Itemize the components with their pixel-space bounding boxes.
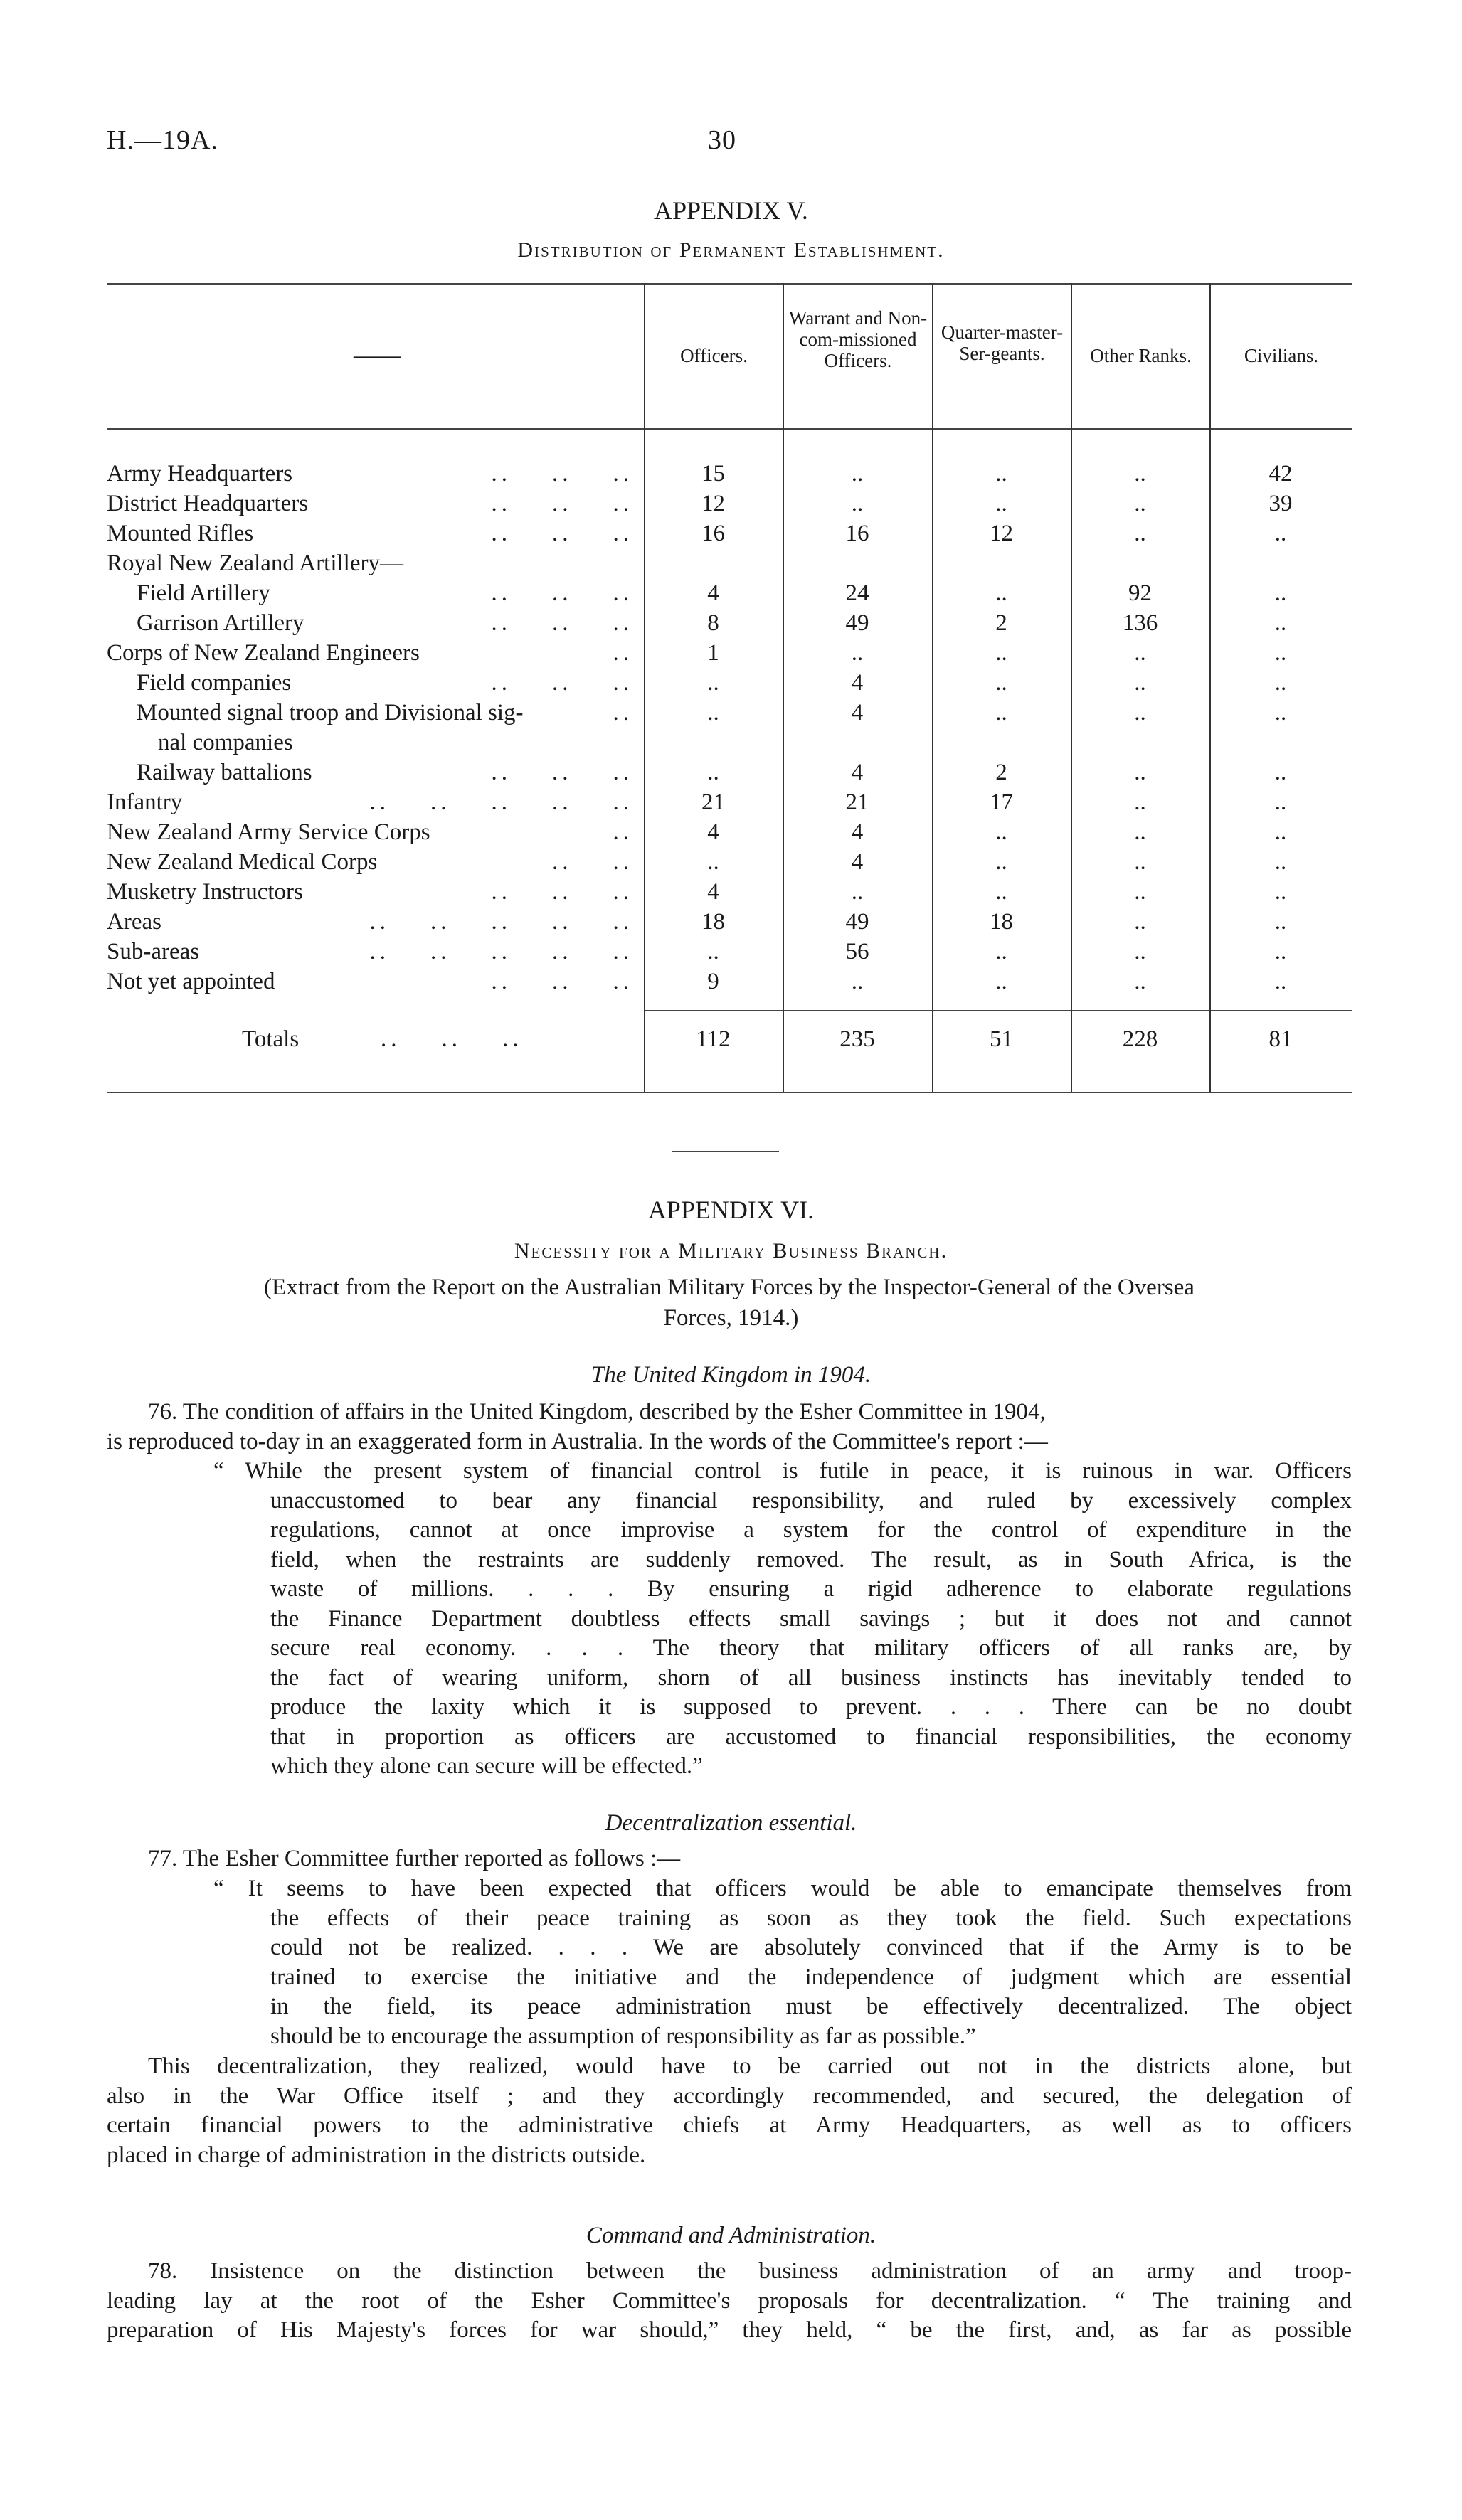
q2-line: trained to exercise the initiative and the independence of judgment which are essential — [270, 1964, 1352, 1990]
cell-qmsgt: .. — [995, 640, 1007, 666]
row-label: Mounted signal troop and Divisional sig- — [137, 700, 524, 725]
appendix-v-title: APPENDIX V. — [654, 196, 808, 225]
q1-line: which they alone can secure will be effected.” — [270, 1753, 703, 1779]
p77after-line: certain financial powers to the administrative chiefs at Army Headquarters, as well as to officers — [107, 2112, 1352, 2138]
row-leader-dots: .. .. .. — [491, 610, 633, 636]
row-leader-dots: .. — [613, 819, 633, 845]
row-label: New Zealand Army Service Corps — [107, 819, 430, 845]
p77after-line: also in the War Office itself ; and they accordingly recommended, and secured, the delegation of — [107, 2083, 1352, 2109]
col-header-officers: Officers. — [680, 345, 748, 366]
row-leader-dots: .. .. .. — [491, 491, 633, 516]
cell-warrant: 4 — [851, 700, 864, 725]
q2-line: the effects of their peace training as soon as they took the field. Such expectations — [270, 1905, 1352, 1931]
cell-other-ranks: .. — [1134, 790, 1146, 815]
cell-officers: 1 — [707, 640, 719, 666]
cell-warrant: 56 — [845, 939, 869, 964]
row-label: Mounted Rifles — [107, 521, 254, 546]
cell-qmsgt: 12 — [990, 521, 1013, 546]
p77after-line: placed in charge of administration in the districts outside. — [107, 2142, 646, 2168]
cell-qmsgt: .. — [995, 580, 1007, 606]
cell-warrant: .. — [851, 640, 864, 666]
cell-other-ranks: .. — [1134, 640, 1146, 666]
col-header-qmsgt: Quarter-master-Ser-geants. — [941, 321, 1064, 364]
cell-warrant: .. — [851, 491, 864, 516]
q1-line: produce the laxity which it is supposed to prevent. . . . There can be no doubt — [270, 1694, 1352, 1720]
extract-note-line1: (Extract from the Report on the Australian Military Forces by the Inspector-General of the Oversea — [264, 1275, 1195, 1300]
p78-line: preparation of His Majesty's forces for war should,” they held, “ be the first, and, as far as possible — [107, 2317, 1352, 2343]
q1-line: that in proportion as officers are accustomed to financial responsibilities, the economy — [270, 1723, 1352, 1750]
cell-civilians: .. — [1274, 521, 1287, 546]
row-label: Royal New Zealand Artillery— — [107, 551, 403, 576]
cell-warrant: 4 — [851, 819, 864, 845]
row-label: Musketry Instructors — [107, 879, 303, 905]
cell-civilians: 39 — [1268, 491, 1293, 516]
cell-warrant: 4 — [851, 760, 864, 785]
q1-line: field, when the restraints are suddenly removed. The result, as in South Africa, is the — [270, 1546, 1352, 1573]
cell-warrant: .. — [851, 879, 864, 905]
para-76-line1: 76. The condition of affairs in the United Kingdom, described by the Esher Committee in 1904, — [148, 1399, 1046, 1425]
cell-qmsgt: .. — [995, 670, 1007, 696]
q1-line: the Finance Department doubtless effects small savings ; but it does not and cannot — [270, 1605, 1352, 1632]
cell-qmsgt: .. — [995, 461, 1007, 487]
row-label: District Headquarters — [107, 491, 309, 516]
cell-officers: 8 — [707, 610, 719, 636]
q2-line: in the field, its peace administration must be effectively decentralized. The object — [270, 1994, 1352, 2019]
cell-officers: 4 — [707, 819, 719, 845]
row-leader-dots: .. .. .. .. .. — [369, 790, 633, 815]
row-leader-dots: .. .. .. — [491, 670, 633, 696]
q1-line: the fact of wearing uniform, shorn of all business instincts has inevitably tended to — [270, 1664, 1352, 1691]
row-label: Field Artillery — [137, 580, 270, 606]
row-label: Field companies — [137, 670, 292, 696]
cell-civilians: .. — [1274, 580, 1287, 606]
appendix-v-subtitle: Distribution of Permanent Establishment. — [517, 238, 945, 262]
cell-warrant: 4 — [851, 670, 864, 696]
cell-other-ranks: .. — [1134, 521, 1146, 546]
cell-officers: .. — [707, 939, 719, 964]
cell-other-ranks: .. — [1134, 819, 1146, 845]
cell-warrant: 21 — [845, 790, 869, 815]
cell-qmsgt: 18 — [990, 909, 1013, 935]
para-77-line1: 77. The Esher Committee further reported as follows :— — [148, 1846, 681, 1871]
row-leader-dots: .. .. .. — [491, 580, 633, 606]
cell-officers: 21 — [701, 790, 725, 815]
row-leader-dots: .. .. — [552, 849, 633, 875]
cell-officers: 16 — [701, 521, 725, 546]
p78-line: leading lay at the root of the Esher Committee's proposals for decentralization. “ The training and — [107, 2287, 1352, 2314]
cell-warrant: 4 — [851, 849, 864, 875]
cell-other-ranks: .. — [1134, 909, 1146, 935]
para-76-line2: is reproduced to-day in an exaggerated form in Australia. In the words of the Committee's report :— — [107, 1429, 1048, 1455]
totals-warrant: 235 — [839, 1026, 875, 1052]
q1-line: secure real economy. . . . The theory that military officers of all ranks are, by — [270, 1635, 1352, 1661]
row-leader-dots: .. — [613, 640, 633, 666]
q2-line: “ It seems to have been expected that officers would be able to emancipate themselves from — [213, 1876, 1352, 1901]
table-top-rule — [107, 283, 1352, 285]
row-leader-dots: .. — [613, 700, 633, 725]
section-heading-decentralization: Decentralization essential. — [605, 1810, 857, 1836]
cell-warrant: .. — [851, 969, 864, 994]
row-label: Not yet appointed — [107, 969, 275, 994]
appendix-vi-title: APPENDIX VI. — [647, 1196, 815, 1224]
cell-other-ranks: .. — [1134, 700, 1146, 725]
totals-officers: 112 — [696, 1026, 731, 1052]
appendix-vi-subtitle: Necessity for a Military Business Branch. — [514, 1239, 948, 1262]
cell-other-ranks: 92 — [1128, 580, 1152, 606]
cell-officers: 15 — [701, 461, 725, 487]
cell-warrant: 49 — [845, 610, 869, 636]
cell-qmsgt: 17 — [990, 790, 1013, 815]
cell-other-ranks: .. — [1134, 670, 1146, 696]
cell-civilians: .. — [1274, 640, 1287, 666]
row-leader-dots: .. .. .. — [491, 879, 633, 905]
q2-line: could not be realized. . . . We are absolutely convinced that if the Army is to be — [270, 1935, 1352, 1960]
q1-line: “ While the present system of financial control is futile in peace, it is ruinous in war. Officers — [213, 1458, 1352, 1484]
cell-warrant: 16 — [845, 521, 869, 546]
cell-other-ranks: .. — [1134, 969, 1146, 994]
row-label: Corps of New Zealand Engineers — [107, 640, 420, 666]
cell-warrant: 49 — [845, 909, 869, 935]
totals-label: Totals — [242, 1026, 300, 1052]
page-number: 30 — [708, 125, 736, 155]
cell-qmsgt: 2 — [995, 610, 1007, 636]
row-label: Sub-areas — [107, 939, 200, 964]
row-leader-dots: .. .. .. .. .. — [369, 909, 633, 935]
cell-qmsgt: .. — [995, 491, 1007, 516]
row-label-continuation: nal companies — [158, 730, 293, 755]
cell-officers: 4 — [707, 879, 719, 905]
establishment-table — [0, 0, 1462, 1138]
cell-other-ranks: 136 — [1122, 610, 1158, 636]
row-label: Areas — [107, 909, 161, 935]
col-header-warrant: Warrant and Non-com-missioned Officers. — [788, 307, 928, 371]
cell-qmsgt: 2 — [995, 760, 1007, 785]
row-leader-dots: .. .. .. — [491, 461, 633, 487]
cell-qmsgt: .. — [995, 849, 1007, 875]
section-separator — [672, 1151, 779, 1152]
cell-other-ranks: .. — [1134, 849, 1146, 875]
row-leader-dots: .. .. .. — [491, 969, 633, 994]
totals-qmsgt: 51 — [990, 1026, 1013, 1052]
cell-officers: 18 — [701, 909, 725, 935]
cell-officers: 9 — [707, 969, 719, 994]
q2-line: should be to encourage the assumption of responsibility as far as possible.” — [270, 2023, 976, 2049]
stub-header-dash: —— — [354, 343, 401, 368]
extract-note-line2: Forces, 1914.) — [663, 1305, 799, 1331]
totals-civilians: 81 — [1268, 1026, 1293, 1052]
cell-officers: .. — [707, 700, 719, 725]
cell-other-ranks: .. — [1134, 879, 1146, 905]
cell-civilians: .. — [1274, 819, 1287, 845]
col-header-other-ranks: Other Ranks. — [1090, 345, 1192, 366]
section-heading-uk-1904: The United Kingdom in 1904. — [590, 1362, 872, 1388]
col-header-civilians: Civilians. — [1244, 345, 1319, 366]
cell-other-ranks: .. — [1134, 760, 1146, 785]
row-leader-dots: .. .. .. — [491, 521, 633, 546]
q1-line: regulations, cannot at once improvise a system for the control of expenditure in the — [270, 1517, 1352, 1543]
cell-civilians: .. — [1274, 939, 1287, 964]
cell-civilians: .. — [1274, 909, 1287, 935]
row-label: Railway battalions — [137, 760, 312, 785]
cell-qmsgt: .. — [995, 969, 1007, 994]
row-label: Garrison Artillery — [137, 610, 304, 636]
q1-line: waste of millions. . . . By ensuring a rigid adherence to elaborate regulations — [270, 1576, 1352, 1602]
cell-civilians: .. — [1274, 790, 1287, 815]
cell-officers: .. — [707, 849, 719, 875]
cell-civilians: .. — [1274, 700, 1287, 725]
cell-warrant: .. — [851, 461, 864, 487]
row-leader-dots: .. .. .. .. .. — [369, 939, 633, 964]
table-bottom-rule — [107, 1092, 1352, 1093]
table-header-rule — [107, 428, 1352, 430]
cell-qmsgt: .. — [995, 879, 1007, 905]
cell-officers: .. — [707, 670, 719, 696]
cell-other-ranks: .. — [1134, 461, 1146, 487]
totals-leader: .. .. .. — [381, 1026, 523, 1052]
totals-rule — [644, 1010, 1352, 1011]
section-heading-command: Command and Administration. — [586, 2223, 876, 2248]
cell-officers: 12 — [701, 491, 725, 516]
row-leader-dots: .. .. .. — [491, 760, 633, 785]
p77after-line: This decentralization, they realized, would have to be carried out not in the districts alone, but — [148, 2053, 1352, 2079]
cell-other-ranks: .. — [1134, 491, 1146, 516]
cell-officers: 4 — [707, 580, 719, 606]
cell-qmsgt: .. — [995, 819, 1007, 845]
cell-civilians: .. — [1274, 670, 1287, 696]
report-reference: H.—19A. — [107, 125, 218, 155]
cell-civilians: 42 — [1268, 461, 1293, 487]
totals-other-ranks: 228 — [1122, 1026, 1158, 1052]
cell-qmsgt: .. — [995, 700, 1007, 725]
row-label: Infantry — [107, 790, 183, 815]
cell-civilians: .. — [1274, 610, 1287, 636]
cell-warrant: 24 — [845, 580, 869, 606]
p78-line: 78. Insistence on the distinction between the business administration of an army and troop- — [148, 2258, 1352, 2284]
row-label: New Zealand Medical Corps — [107, 849, 378, 875]
cell-other-ranks: .. — [1134, 939, 1146, 964]
cell-qmsgt: .. — [995, 939, 1007, 964]
cell-civilians: .. — [1274, 969, 1287, 994]
cell-civilians: .. — [1274, 879, 1287, 905]
cell-civilians: .. — [1274, 849, 1287, 875]
cell-officers: .. — [707, 760, 719, 785]
q1-line: unaccustomed to bear any financial responsibility, and ruled by excessively complex — [270, 1487, 1352, 1514]
row-label: Army Headquarters — [107, 461, 293, 487]
cell-civilians: .. — [1274, 760, 1287, 785]
